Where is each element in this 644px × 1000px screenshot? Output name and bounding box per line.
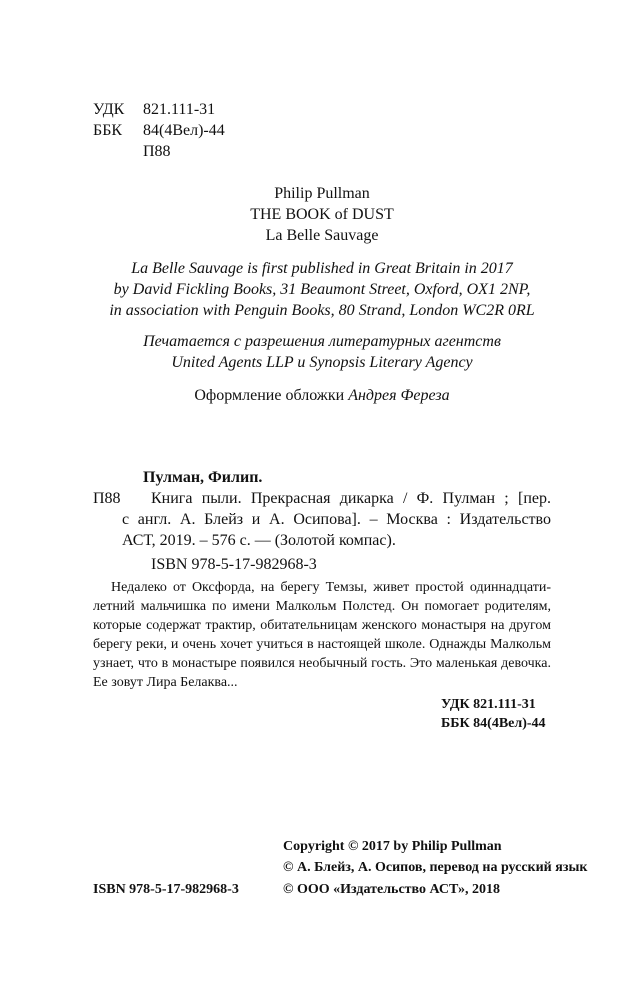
annotation-line: летний мальчишка по имени Малкольм Полстед. Он помогает родителям, [93, 599, 551, 614]
catalog-line: с англ. А. Блейз и А. Осипова]. – Москва : Издательство [122, 511, 551, 528]
cover-credit-name: Андрея Фереза [348, 387, 450, 404]
annotation-line: Недалеко от Оксфорда, на берегу Темзы, живет простой одиннадцати- [111, 580, 551, 595]
catalog-heading: Пулман, Филип. [143, 469, 263, 486]
copyright-line: © ООО «Издательство АСТ», 2018 [283, 882, 501, 897]
copyright-line: Copyright © 2017 by Philip Pullman [283, 839, 502, 854]
annotation-line: узнает, что в монастыре появился необычный гость. Это маленькая девочка. [93, 656, 551, 671]
udk-label: УДК [93, 101, 125, 118]
cover-credit [0, 387, 644, 405]
catalog-isbn: ISBN 978-5-17-982968-3 [151, 556, 317, 573]
publication-line: by David Fickling Books, 31 Beaumont Street, Oxford, OX1 2NP, [113, 281, 531, 298]
original-title: La Belle Sauvage [265, 227, 379, 244]
annotation-line: которые содержат трактир, обитательницам женского монастыря на другом [93, 618, 551, 633]
publication-line: in association with Penguin Books, 80 Strand, London WC2R 0RL [109, 302, 535, 319]
permission-line: United Agents LLP и Synopsis Literary Agency [171, 354, 473, 371]
catalog-udk: УДК 821.111-31 [441, 697, 536, 712]
annotation-line: Ее зовут Лира Белаква... [93, 675, 238, 690]
catalog-mark: П88 [93, 490, 121, 507]
copyright-line: © А. Блейз, А. Осипов, перевод на русский язык [283, 860, 588, 875]
annotation-line: берегу реки, и очень хочет учиться в настоящей школе. Однажды Малкольм [93, 637, 551, 652]
cover-credit-prefix: Оформление обложки [194, 387, 345, 404]
udk-value: 821.111-31 [143, 101, 216, 118]
bbk-value: 84(4Вел)-44 [143, 122, 225, 139]
original-series: THE BOOK of DUST [250, 206, 394, 223]
author-mark: П88 [143, 143, 171, 160]
catalog-line: АСТ, 2019. – 576 с. — (Золотой компас). [122, 532, 396, 549]
permission-line: Печатается с разрешения литературных агентств [143, 333, 501, 350]
footer-isbn: ISBN 978-5-17-982968-3 [93, 882, 239, 897]
publication-line: La Belle Sauvage is first published in Great Britain in 2017 [131, 260, 513, 277]
original-author: Philip Pullman [274, 185, 370, 202]
catalog-line: Книга пыли. Прекрасная дикарка / Ф. Пулман ; [пер. [151, 490, 551, 507]
catalog-bbk: ББК 84(4Вел)-44 [441, 716, 546, 731]
bbk-label: ББК [93, 122, 123, 139]
